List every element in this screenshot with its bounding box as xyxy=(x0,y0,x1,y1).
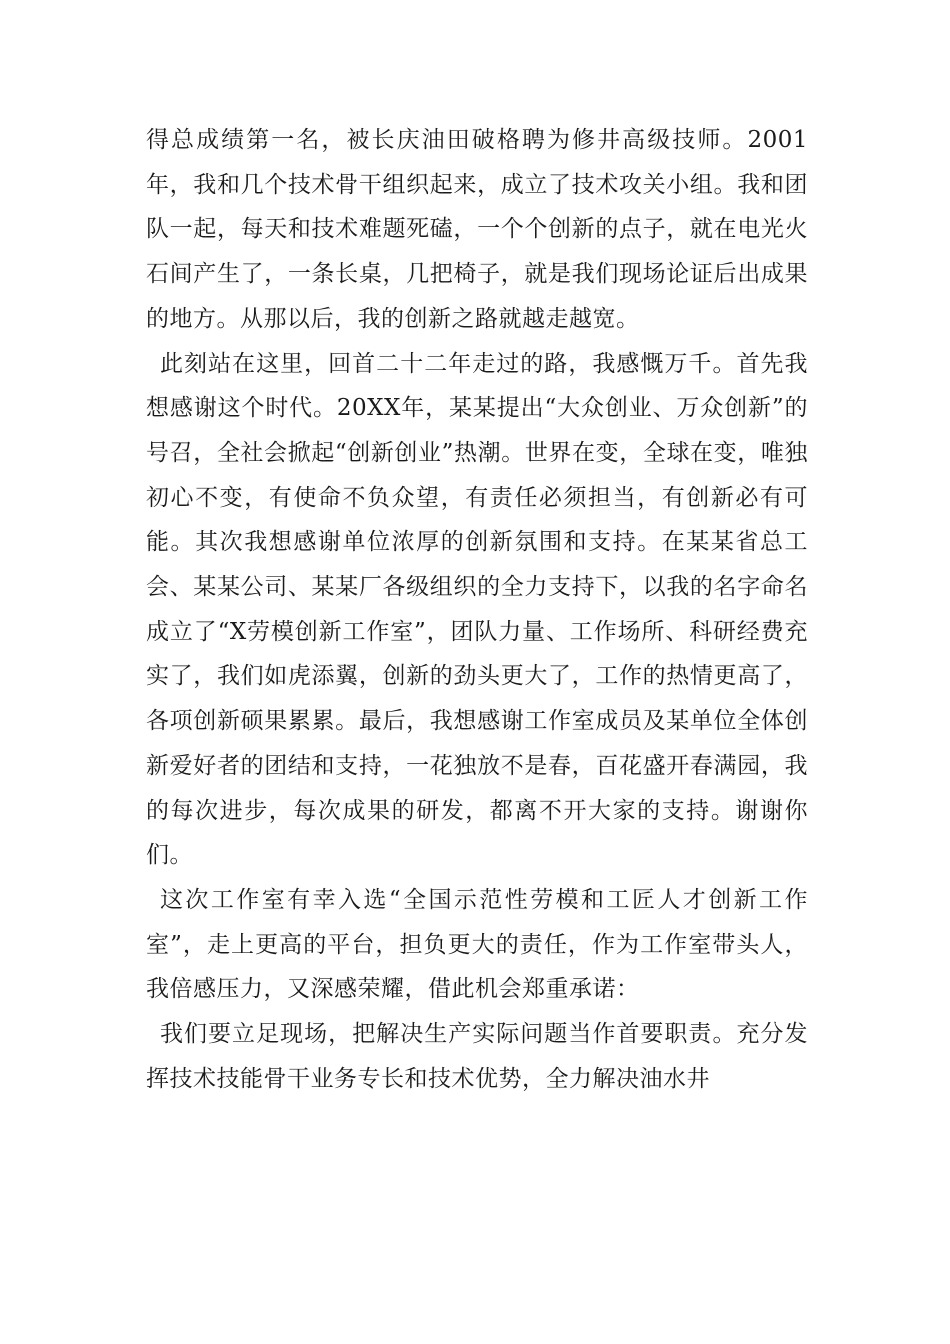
paragraph-gratitude: 此刻站在这里，回首二十二年走过的路，我感慨万千。首先我想感谢这个时代。20XX年，某某提出“大众创业、万众创新”的号召，全社会掀起“创新创业”热潮。世界在变，全球在变，唯独初心不变，有使命不负众望，有责任必须担当，有创新必有可能。其次我想感谢单位浓厚的创新氛围和支持。在某某省总工会、某某公司、某某厂各级组织的全力支持下，以我的名字命名成立了“X劳模创新工作室”，团队力量、工作场所、科研经费充实了，我们如虎添翼，创新的劲头更大了，工作的热情更高了，各项创新硕果累累。最后，我想感谢工作室成员及某单位全体创新爱好者的团结和支持，一花独放不是春，百花盛开春满园，我的每次进步，每次成果的研发，都离不开大家的支持。谢谢你们。 xyxy=(146,350,808,869)
document-page xyxy=(146,118,808,1101)
paragraph-career-history: 得总成绩第一名，被长庆油田破格聘为修井高级技师。2001年，我和几个技术骨干组织起来，成立了技术攻关小组。我和团队一起，每天和技术难题死磕，一个个创新的点子，就在电光火石间产生了，一条长桌，几把椅子，就是我们现场论证后出成果的地方。从那以后，我的创新之路就越走越宽。 xyxy=(146,127,808,332)
paragraph-studio-selection: 这次工作室有幸入选“全国示范性劳模和工匠人才创新工作室”，走上更高的平台，担负更大的责任，作为工作室带头人，我倍感压力，又深感荣耀，借此机会郑重承诺： xyxy=(146,886,808,1003)
paragraph-commitment: 我们要立足现场，把解决生产实际问题当作首要职责。充分发挥技术技能骨干业务专长和技术优势，全力解决油水井 xyxy=(146,1021,808,1092)
